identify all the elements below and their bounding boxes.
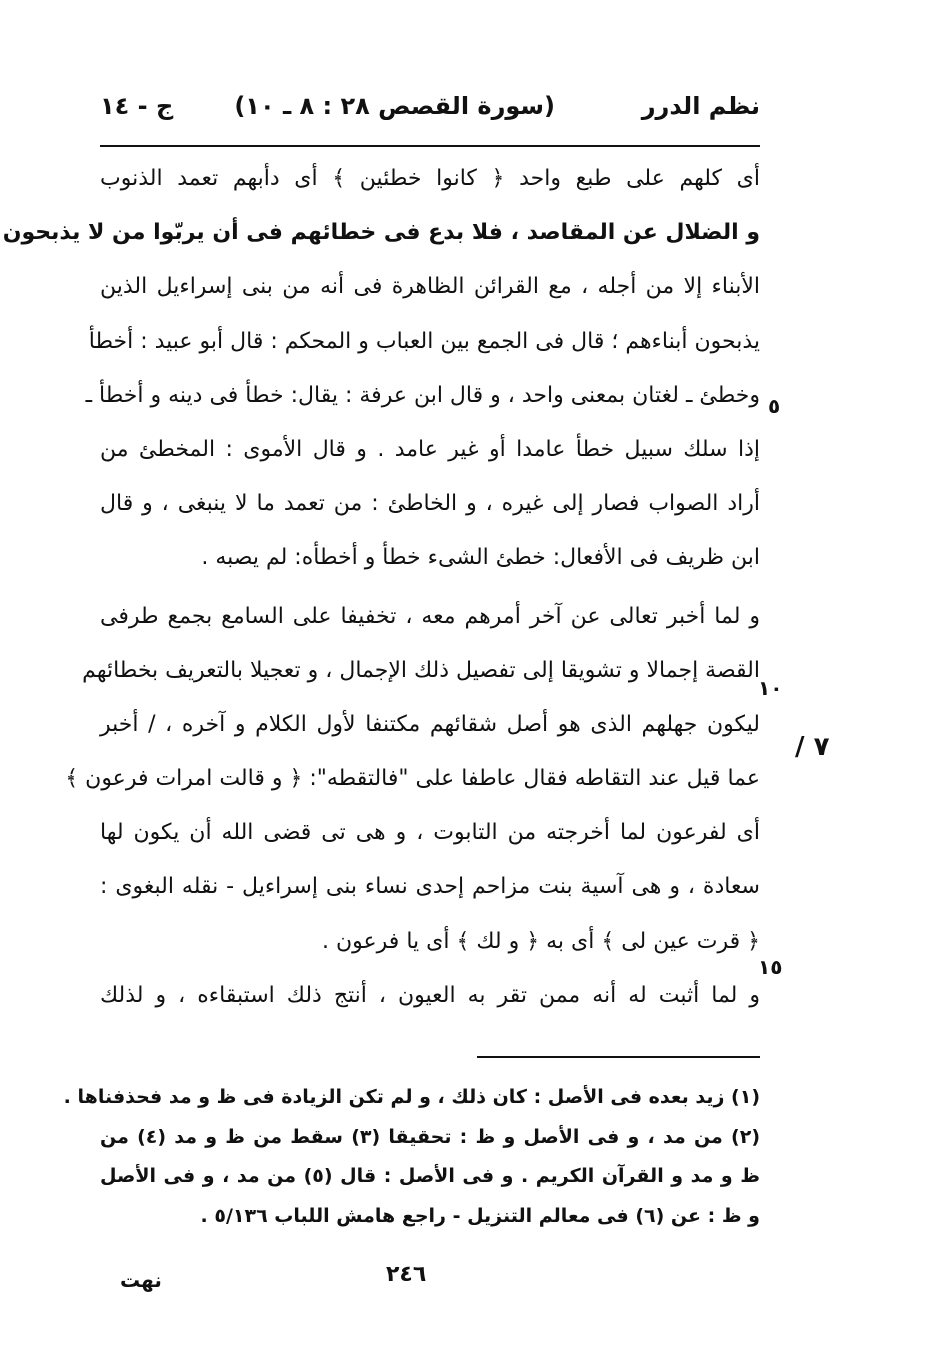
running-header bbox=[100, 92, 760, 136]
volume-label: ج - ١٤ bbox=[100, 92, 174, 120]
text-line: ليكون جهلهم الذى هو أصل شقائهم مكتنفا لأول الكلام و آخره ، / أخبر bbox=[100, 711, 760, 737]
text-line: سعادة ، و هى آسية بنت مزاحم إحدى نساء بنى إسراءيل - نقله البغوى : bbox=[100, 874, 760, 900]
line-number-10: ١٠ bbox=[758, 676, 783, 700]
text-line: أى كلهم على طبع واحد ﴿ كانوا خطئين ﴾ أى دأبهم تعمد الذنوب bbox=[100, 166, 760, 191]
text-line: و لما أخبر تعالى عن آخر أمرهم معه ، تخفيفا على السامع بجمع طرفى bbox=[100, 603, 760, 629]
header-rule bbox=[100, 145, 760, 147]
footnote-line: (١) زيد بعده فى الأصل : كان ذلك ، و لم تكن الزيادة فى ظ و مد فحذفناها . bbox=[63, 1086, 760, 1108]
text-line: ابن ظريف فى الأفعال: خطئ الشىء خطأ و أخطأه: لم يصبه . bbox=[201, 545, 760, 571]
text-line: وخطئ ـ لغتان بمعنى واحد ، و قال ابن عرفة : يقال: خطأ فى دينه و أخطأ ـ bbox=[85, 382, 760, 408]
line-number-15: ١٥ bbox=[758, 955, 783, 979]
text-line: القصة إجمالا و تشويقا إلى تفصيل ذلك الإجمال ، و تعجيلا بالتعريف بخطائهم bbox=[82, 657, 760, 683]
page-number: ٢٤٦ bbox=[386, 1262, 427, 1287]
footnote-rule bbox=[477, 1056, 760, 1058]
book-title: نظم الدرر bbox=[641, 92, 760, 120]
text-line: إذا سلك سبيل خطأ عامدا أو غير عامد . و قال الأموى : المخطئ من bbox=[100, 436, 760, 462]
footnote-line: و ظ : عن (٦) فى معالم التنزيل - راجع هامش اللباب ٥/١٣٦ . bbox=[200, 1204, 760, 1227]
text-line: و لما أثبت له أنه ممن تقر به العيون ، أنتج ذلك استبقاءه ، و لذلك bbox=[100, 982, 760, 1008]
footnote-line: ظ و مد و القرآن الكريم . و فى الأصل : قال (٥) من مد ، و فى الأصل bbox=[100, 1165, 760, 1187]
surah-range: (سورة القصص ٢٨ : ٨ ـ ١٠) bbox=[234, 92, 555, 120]
footnote-line: (٢) من مد ، و فى الأصل و ظ : تحقيقا (٣) سقط من ظ و مد (٤) من bbox=[100, 1125, 761, 1148]
footnotes bbox=[63, 1078, 761, 1236]
text-line: و الضلال عن المقاصد ، فلا بدع فى خطائهم فى أن يربّوا من لا يذبحون bbox=[2, 220, 760, 246]
catchword: نهت bbox=[120, 1268, 162, 1292]
line-number-5: ٥ bbox=[768, 394, 781, 418]
text-line: أراد الصواب فصار إلى غيره ، و الخاطئ : من تعمد ما لا ينبغى ، و قال bbox=[100, 491, 760, 517]
main-text bbox=[2, 152, 760, 1023]
text-line: الأبناء إلا من أجله ، مع القرائن الظاهرة فى أنه من بنى إسراءيل الذين bbox=[100, 274, 760, 300]
text-line: ﴿ قرت عين لى ﴾ أى به ﴿ و لك ﴾ أى يا فرعون . bbox=[322, 928, 760, 954]
manuscript-folio-marker: ٧ / bbox=[795, 732, 830, 762]
text-line: عما قيل عند التقاطه فقال عاطفا على "فالتقطه": ﴿ و قالت امرات فرعون ﴾ bbox=[65, 766, 760, 792]
text-line: يذبحون أبناءهم ؛ قال فى الجمع بين العباب و المحكم : قال أبو عبيد : أخطأ bbox=[88, 328, 760, 354]
text-line: أى لفرعون لما أخرجته من التابوت ، و هى تى قضى الله أن يكون لها bbox=[100, 820, 760, 846]
